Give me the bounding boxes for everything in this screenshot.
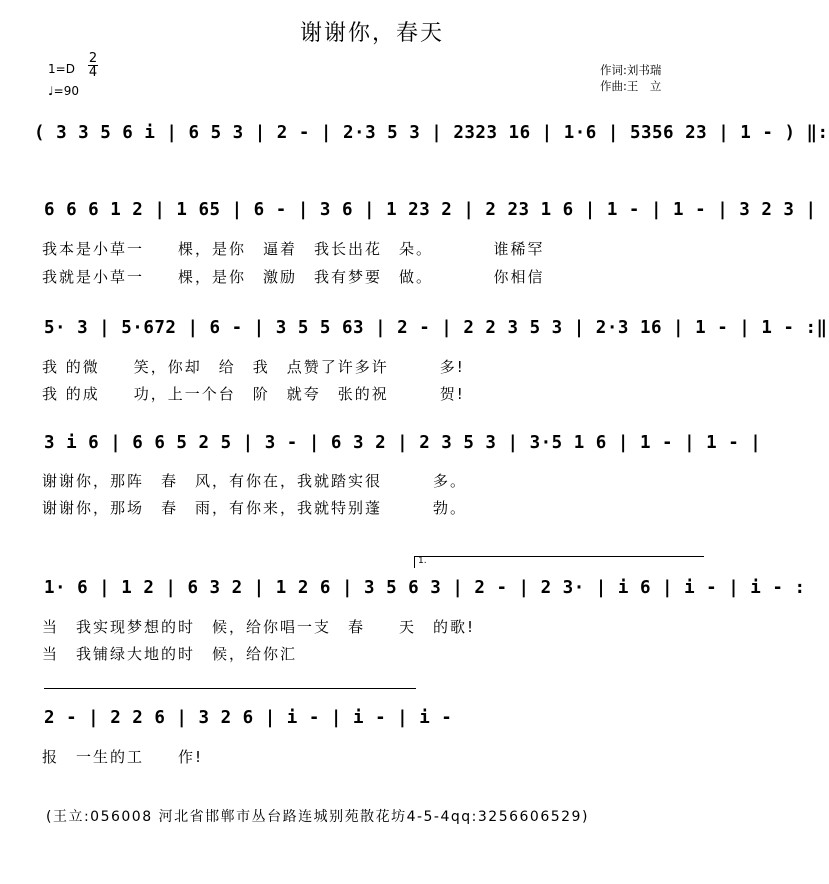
volta-bracket-hook	[414, 556, 415, 568]
volta-bracket-line	[414, 556, 704, 557]
score-system-5-lyrics-verse-1: 当 我实现梦想的时 候，给你唱一支 春 天 的歌!	[42, 618, 476, 636]
volta-number: 1.	[418, 556, 427, 566]
score-system-4-lyrics-verse-1: 谢谢你，那阵 春 风，有你在，我就踏实很 多。	[42, 472, 468, 490]
score-system-6-lyrics: 报 一生的工 作!	[42, 748, 204, 766]
score-system-4-notes: 3 i 6 | 6 6 5 2 5 | 3 - | 6 3 2 | 2 3 5 3 | 3·5 1 6 | 1 - | 1 - |	[44, 433, 762, 453]
score-system-6-notes: 2 - | 2 2 6 | 3 2 6 | i - | i - | i -	[44, 708, 453, 728]
time-signature-bottom: 4	[88, 65, 98, 80]
score-system-4-lyrics-verse-2: 谢谢你，那场 春 雨，有你来，我就特别蓬 勃。	[42, 499, 468, 517]
song-title: 谢谢你，春天	[299, 21, 444, 46]
score-system-5-notes: 1· 6 | 1 2 | 6 3 2 | 1 2 6 | 3 5 6 3 | 2 - | 2 3· | i 6 | i - | i - :	[44, 578, 806, 598]
score-system-3-notes: 5· 3 | 5·672 | 6 - | 3 5 5 63 | 2 - | 2 2 3 5 3 | 2·3 16 | 1 - | 1 - :‖	[44, 318, 828, 338]
score-system-3-lyrics-verse-1: 我 的微 笑，你却 给 我 点赞了许多许 多!	[42, 358, 465, 376]
score-system-3-lyrics-verse-2: 我 的成 功，上一个台 阶 就夸 张的祝 贺!	[42, 385, 465, 403]
contact-footer: (王立:056008 河北省邯郸市丛台路连城别苑散花坊4-5-4qq:3256606529)	[46, 809, 589, 825]
key-signature: 1=D	[48, 62, 75, 76]
score-system-2-notes: 6 6 6 1 2 | 1 65 | 6 - | 3 6 | 1 23 2 | 2 23 1 6 | 1 - | 1 - | 3 2 3 |	[44, 200, 817, 220]
composer-credit: 作曲:王 立	[600, 79, 662, 93]
second-ending-bracket-line	[44, 688, 416, 689]
lyricist-credit: 作词:刘书瑞	[600, 63, 662, 77]
score-system-2-lyrics-verse-2: 我就是小草一 棵，是你 激励 我有梦要 做。 你相信	[42, 268, 545, 286]
score-system-2-lyrics-verse-1: 我本是小草一 棵，是你 逼着 我长出花 朵。 谁稀罕	[42, 240, 545, 258]
time-signature-top: 2	[88, 51, 98, 66]
score-system-5-lyrics-verse-2: 当 我铺绿大地的时 候，给你汇	[42, 645, 298, 663]
tempo-marking: ♩=90	[48, 84, 79, 98]
time-signature	[86, 52, 100, 79]
score-system-1-notes: ( 3 3 5 6 i | 6 5 3 | 2 - | 2·3 5 3 | 2323 16 | 1·6 | 5356 23 | 1 - ) ‖:	[34, 123, 829, 143]
